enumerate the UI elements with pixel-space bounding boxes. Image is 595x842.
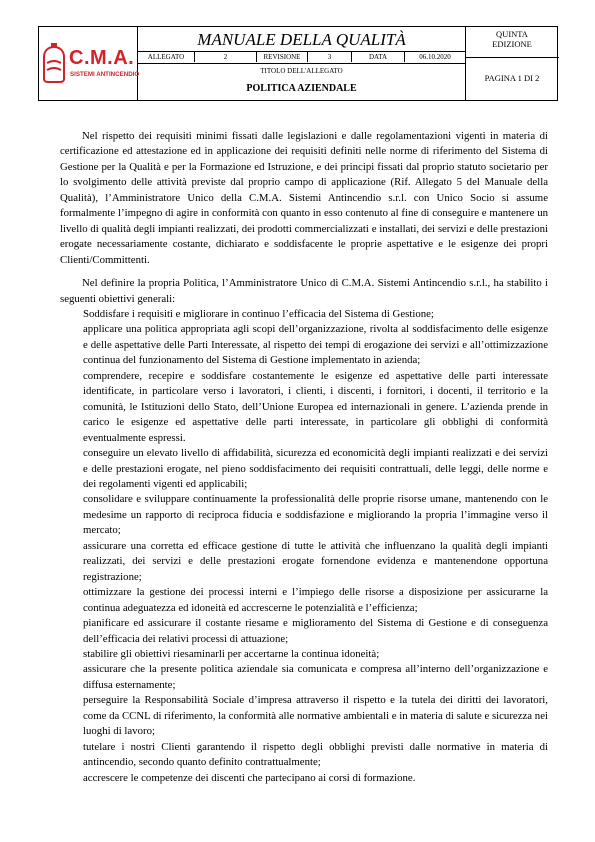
list-item-text: pianificare ed assicurare il costante riesame e miglioramento del Sistema di Gestione e di conseguenza dell’efficacia dei relativi processi di attuazione; [83, 617, 548, 645]
list-item-text: accrescere le competenze dei discenti che partecipano ai corsi di formazione. [83, 771, 416, 784]
data-label: DATA [368, 53, 388, 61]
list-item [60, 693, 548, 739]
list-item [60, 539, 548, 585]
allegato-title: POLITICA AZIENDALE [246, 82, 357, 94]
list-item [60, 616, 548, 647]
allegato-title-label: TITOLO DELL'ALLEGATO [260, 67, 343, 75]
list-item [60, 492, 548, 538]
document-body [60, 129, 548, 786]
objectives-list [60, 307, 548, 786]
revisione-label: REVISIONE [263, 53, 301, 61]
list-item [60, 740, 548, 771]
objectives-intro: Nel definire la propria Politica, l’Amministratore Unico di C.M.A. Sistemi Antincendio s.r.l., ha stabilito i seguenti obiettivi generali: [60, 277, 548, 305]
list-item [60, 369, 548, 446]
allegato-value: 2 [223, 53, 228, 61]
list-item-text: conseguire un elevato livello di affidabilità, sicurezza ed economicità degli impianti realizzati e dei servizi e delle prestazioni erogate, nel pieno soddisfacimento dei requisiti contrattuali, delle leggi, delle norme e dei regolamenti vigenti ed applicabili; [83, 447, 548, 490]
page-number: PAGINA 1 DI 2 [484, 73, 540, 83]
edition-label [466, 29, 558, 49]
list-item-text: consolidare e sviluppare continuamente la professionalità delle proprie risorse umane, mantenendo con le medesime un rapporto di reciproca fiducia e soddisfazione e migliorando la propria l’immagine verso il mercato; [83, 493, 548, 537]
list-item-text: assicurare che la presente politica aziendale sia comunicata e compresa all’interno dell’organizzazione e diffusa esternamente; [83, 663, 548, 691]
list-item [60, 662, 548, 693]
edition-line: EDIZIONE [492, 39, 532, 49]
list-item-text: assicurare una corretta ed efficace gestione di tutte le attività che influenzano la qualità degli impianti realizzati, dei servizi e delle prestazioni erogate fornendone evidenza e mantenendone opportuna registrazione; [83, 539, 548, 583]
manual-title: MANUALE DELLA QUALITÀ [197, 30, 406, 49]
header-rule [137, 63, 465, 64]
revisione-value: 3 [327, 53, 332, 61]
list-item-text: ottimizzare la gestione dei processi interni e l’impiego delle risorse a disposizione per assicurarne la continua adeguatezza ed idoneità ed accrescerne le potenzialità e l’efficienza; [83, 586, 548, 614]
document-header [38, 26, 558, 101]
logo-wordmark: C.M.A. [69, 47, 135, 69]
header-rule [465, 57, 559, 58]
list-item-text: applicare una politica appropriata agli scopi dell’organizzazione, rivolta al soddisfacimento delle esigenze e delle aspettative delle Parti Interessate, al rispetto dei tempi di erogazione dei servizi e all’ottimizzazione continua del funzionamento del Sistema di Gestione implementato in azienda; [83, 323, 548, 367]
list-item-text: tutelare i nostri Clienti garantendo il rispetto degli obblighi previsti dalle normative in materia di antincendio, secondo quanto definito contrattualmente; [83, 740, 548, 769]
allegato-label: ALLEGATO [147, 53, 185, 61]
list-item [60, 771, 548, 786]
list-item-text: stabilire gli obiettivi riesaminarli per accertarne la continua idoneità; [83, 647, 380, 660]
intro-paragraph: Nel rispetto dei requisiti minimi fissati dalle legislazioni e dalle regolamentazioni vigenti in materia di certificazione ed attestazione ed in applicazione dei requisiti definiti nelle norme di riferimento del Sistema di Gestione per la Qualità e per la Formazione ed Istruzione, e dei principi fissati dal proprio statuto societario per lo svolgimento delle attività previste dal proprio campo di applicazione (Rif. Allegato 5 del Manuale della Qualità), l’Amministratore Unico della C.M.A. Sistemi Antincendio s.r.l. con Unico Socio si assume formalmente l’impegno di agire in conformità con quanto in esso contenuto al fine di conseguire e mantenere un livello di qualità degli impianti realizzati, dei prodotti commercializzati e installati, dei servizi e delle prestazioni erogate necessariamente costante, dichiarato e soddisfacente le proprie aspettative e le esigenze dei propri Clienti/Committenti. [60, 130, 548, 266]
list-item-text: Soddisfare i requisiti e migliorare in continuo l’efficacia del Sistema di Gestione; [83, 307, 434, 320]
list-item [60, 446, 548, 492]
list-item [60, 307, 548, 322]
list-item [60, 647, 548, 662]
list-item [60, 322, 548, 368]
company-logo [41, 41, 140, 87]
list-item-text: comprendere, recepire e soddisfare costantemente le esigenze ed aspettative delle parti interessate identificate, in particolare verso i lavoratori, i clienti, i discenti, i fornitori, i docenti, il territorio e la comunità, le Istituzioni dello Stato, dell’Unione Europea ed internazionali in genere. L’azienda prende in carico le esigenze ed aspettative delle parti interessate, in particolare gli obblighi di conformità eventualmente espressi. [83, 369, 548, 444]
data-value: 06.10.2020 [419, 53, 451, 61]
list-item-text: perseguire la Responsabilità Sociale d’impresa attraverso il rispetto e la tutela dei diritti dei lavoratori, come da CCNL di riferimento, la conformità alle normative ambientali e in materia di salute e sicurezza nei luoghi di lavoro; [83, 694, 548, 738]
list-item [60, 585, 548, 616]
extinguisher-icon [41, 43, 67, 83]
logo-subtitle: SISTEMI ANTINCENDIO [70, 71, 140, 78]
edition-line: QUINTA [496, 29, 528, 39]
